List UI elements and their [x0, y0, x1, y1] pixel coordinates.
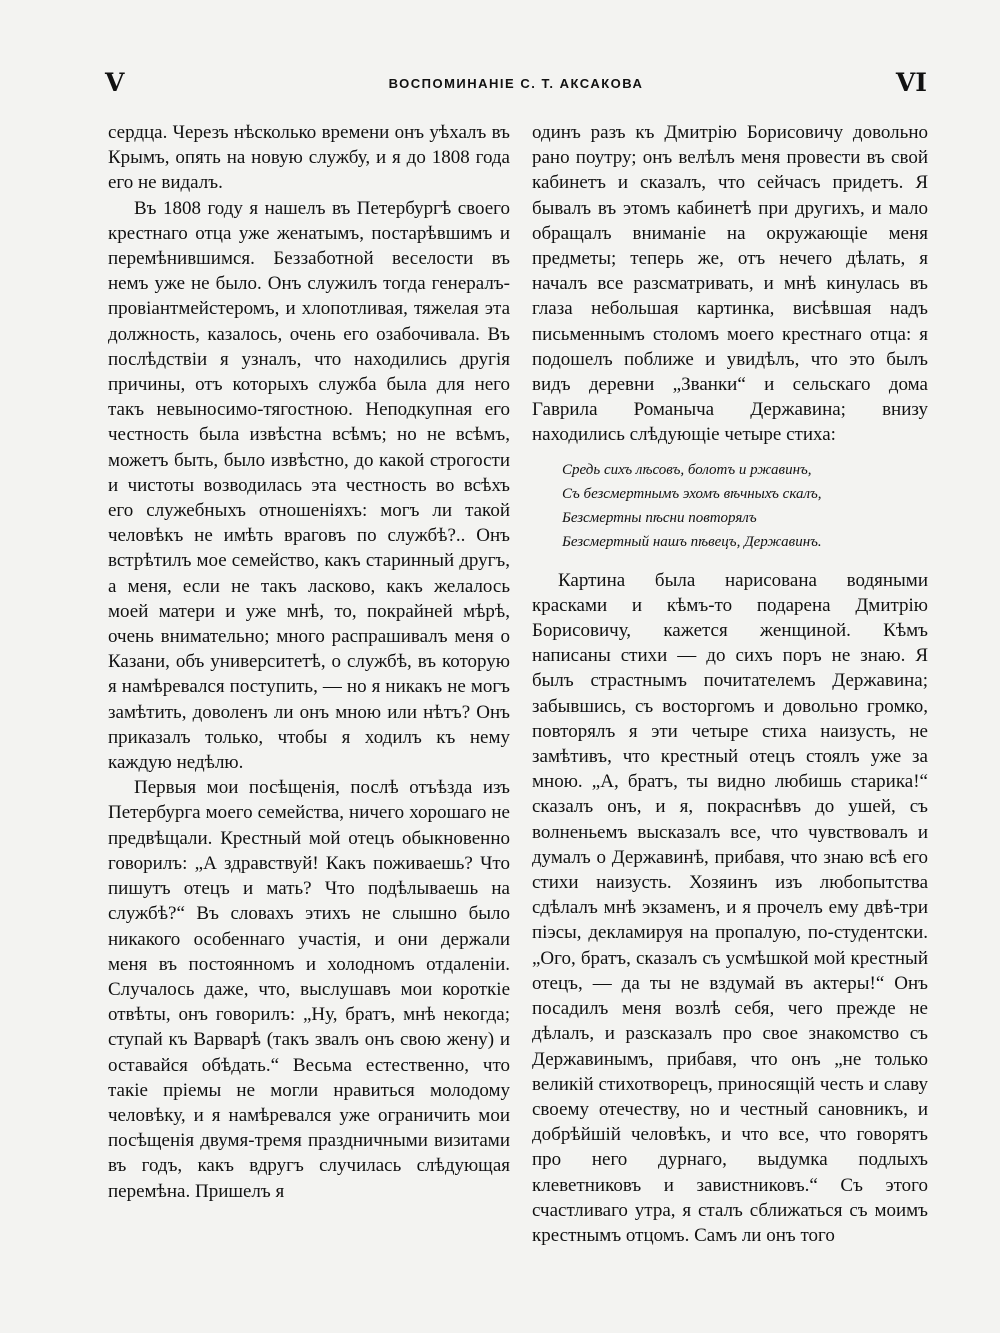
paragraph: Первыя мои посѣщенія, послѣ отъѣзда изъ Петербурга моего семейства, ничего хорошаго не предвѣщали. Крестный мой отецъ обыкновенно говорилъ: „А здравствуй! Какъ поживаешь? Что пишутъ отецъ и мать? Что подѣлываешь на службѣ?“ Въ словахъ этихъ не слышно было никакого особеннаго участія, и они держали меня въ постоянномъ и холодномъ отдаленіи. Случалось даже, что, выслушавъ мои короткіе отвѣты, онъ говорилъ: „Ну, братъ, мнѣ некогда; ступай къ Варварѣ (такъ звалъ онъ свою жену) и оставайся обѣдать.“ Весьма естественно, что такіе пріемы не могли нравиться молодому человѣку, и я намѣревался уже ограничить мои посѣщенія двумя-тремя праздничными визитами въ годъ, какъ вдругъ случилась слѣдующая перемѣна. Пришелъ я	[108, 777, 510, 1202]
poem-line: Безсмертный нашъ пѣвецъ, Державинъ.	[562, 533, 822, 550]
poem-line: Съ безсмертнымъ эхомъ вѣчныхъ скалъ,	[562, 485, 822, 502]
page-header	[105, 68, 927, 102]
left-column	[108, 120, 510, 1250]
poem-line: Средь сихъ лѣсовъ, болотъ и ржавинъ,	[562, 461, 812, 478]
running-title: ВОСПОМИНАНІЕ С. Т. АКСАКОВА	[388, 76, 644, 91]
poem-quote	[562, 458, 928, 554]
paragraph: одинъ разъ къ Дмитрію Борисовичу довольно рано поутру; онъ велѣлъ меня провести въ свой кабинетъ и сказалъ, что сейчасъ придетъ. Я бывалъ въ этомъ кабинетѣ при другихъ, и мало обращалъ вниманіе на окружающіе меня предметы; теперь же, отъ нечего дѣлать, я началъ все разсматривать, и мнѣ кинулась въ глаза небольшая картинка, висѣвшая надъ письменнымъ столомъ моего крестнаго отца: я подошелъ поближе и увидѣлъ, что это былъ видъ деревни „Званки“ и сельскаго дома Гаврила Романыча Державина; внизу находились слѣдующіе четыре стиха:	[532, 122, 928, 446]
paragraph: Въ 1808 году я нашелъ въ Петербургѣ своего крестнаго отца уже женатымъ, постарѣвшимъ и перемѣнившимся. Беззаботной веселости въ немъ уже не было. Онъ служилъ тогда генералъ-провіантмейстеромъ, и хлопотливая, тяжелая эта должность, казалось, очень его озабочивала. Въ послѣдствіи я узналъ, что находились другія причины, отъ которыхъ служба была для него такъ невыносимо-тягостною. Неподкупная его честность была извѣстна всѣмъ; но не всѣмъ, можетъ быть, было извѣстно, до какой строгости и чистоты возводилась эта честность во всѣхъ его служебныхъ отношеніяхъ: могъ ли такой человѣкъ не имѣть враговъ по службѣ?.. Онъ встрѣтилъ мое семейство, какъ старинный другъ, а меня, если не такъ ласково, какъ желалось моей матери и уже мнѣ, то, покрайней мѣрѣ, очень внимательно; много распрашивалъ меня о Казани, объ университетѣ, о службѣ, въ которую я намѣревался поступить, — но я никакъ не могъ замѣтить, доволенъ ли онъ мною или нѣтъ? Онъ приказалъ только, чтобы я ходилъ къ нему каждую недѣлю.	[108, 197, 510, 774]
page-number-right: VI	[895, 68, 927, 97]
right-column	[532, 120, 928, 1250]
paragraph: сердца. Черезъ нѣсколько времени онъ уѣхалъ въ Крымъ, опять на новую службу, и я до 1808 года его не видалъ.	[108, 122, 510, 194]
paragraph: Картина была нарисована водяными красками и кѣмъ-то подарена Дмитрію Борисовичу, кажется женщиной. Кѣмъ написаны стихи — до сихъ поръ не знаю. Я былъ страстнымъ почитателемъ Державина; забывшись, съ восторгомъ и довольно громко, повторялъ я эти четыре стиха наизусть, не замѣтивъ, что крестный отецъ стоялъ уже за мною. „А, братъ, ты видно любишь старика!“ сказалъ онъ, и я, покраснѣвъ до ушей, съ волненьемъ высказалъ все, что чувствовалъ и думалъ о Державинѣ, прибавя, что знаю всѣ его стихи наизусть. Хозяинъ изъ любопытства сдѣлалъ мнѣ экзаменъ, и я прочелъ ему двѣ-три піэсы, декламируя на пропалую, по-студентски. „Ого, братъ, сказалъ съ усмѣшкой мой крестный отецъ, — да ты не вздумай въ актеры!“ Онъ посадилъ меня возлѣ себя, чего прежде не дѣлалъ, и разсказалъ про свое знакомство съ Державинымъ, прибавя, что онъ „не только великій стихотворецъ, приносящій честь и славу своему отечеству, но и честный сановникъ, и добрѣйшій человѣкъ, и что все, что говорятъ про него дурнаго, выдумка подлыхъ клеветниковъ и завистниковъ.“ Съ этого счастливаго утра, я сталъ сближаться съ моимъ крестнымъ отцомъ. Самъ ли онъ того	[532, 569, 928, 1246]
poem-line: Безсмертны пѣсни повторялъ	[562, 509, 757, 526]
page-number-left: V	[105, 68, 125, 97]
